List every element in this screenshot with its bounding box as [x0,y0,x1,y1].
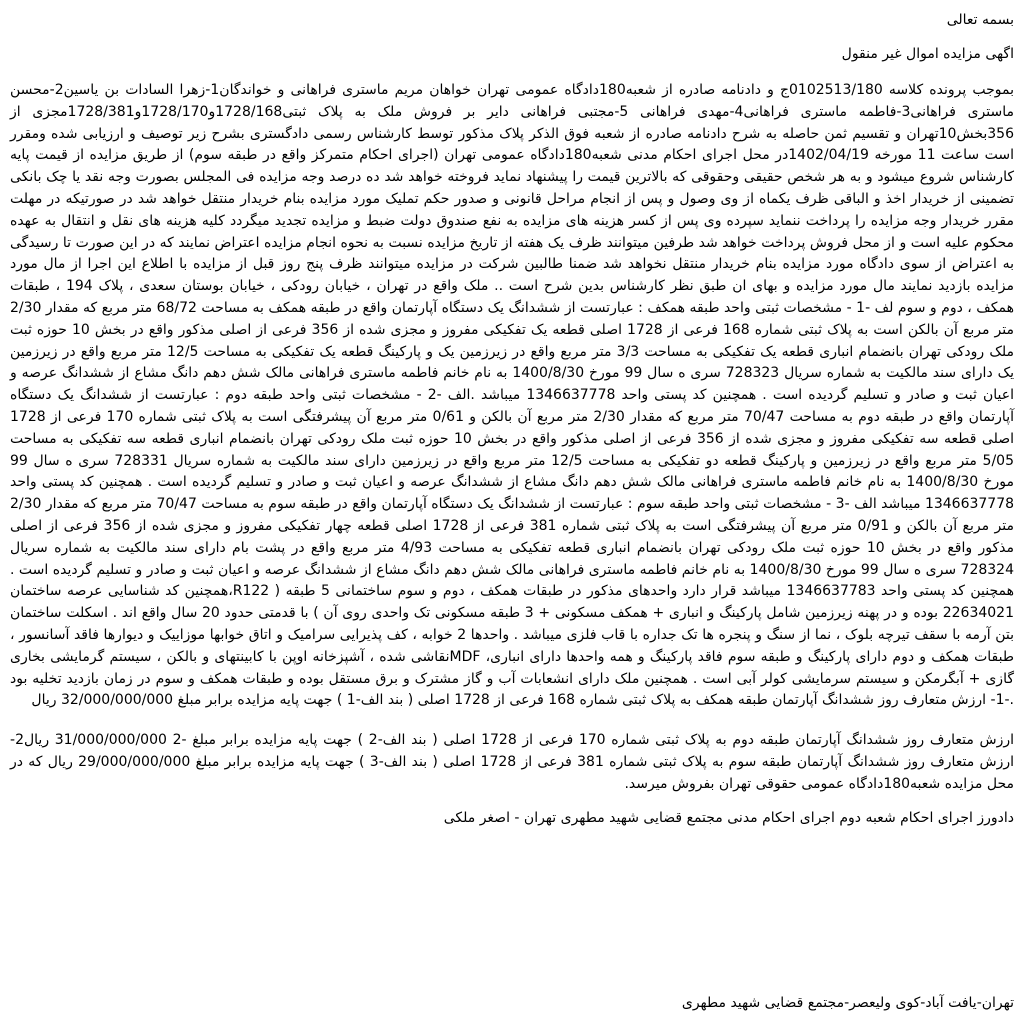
notice-title: اگهی مزایده اموال غیر منقول [841,46,1014,62]
enforcement-officer-signature: دادورز اجرای احکام شعبه دوم اجرای احکام مدنی مجتمع قضایی شهید مطهری تهران - اصغر ملکی [443,809,1014,826]
basmala-heading: بسمه تعالی [946,12,1014,28]
notice-body-paragraph-2: ارزش متعارف روز ششدانگ آپارتمان طبقه دوم به پلاک ثبتی شماره 170 فرعی از 1728 اصلی ( بند الف-2 ) جهت پایه مزایده برابر مبلغ -2 31/000/000/000 ریال2- ارزش متعارف روز ششدانگ آپارتمان طبقه سوم به پلاک ثبتی شماره 381 فرعی از 1728 اصلی ( بند الف-3 ) جهت پایه مزایده برابر مبلغ 29/000/000/000 ریال که در محل مزایده شعبه180دادگاه عمومی حقوقی تهران بفروش میرسد. [10,732,1015,792]
notice-body-paragraph-1: بموجب پرونده کلاسه 0102513/180ج و دادنامه صادره از شعبه180دادگاه عمومی تهران خواهان مریم ماستری فراهانی و خواندگان1-زهرا السادات بن یاسین2-محسن ماستری فراهانی3-فاطمه ماستری فراهانی4-مهدی فراهانی 5-مجتبی فراهانی دایر بر فروش ملک به پلاک ثبتی1728/168و1728/170و1728/381مجزی از 356بخش10تهران و تقسیم ثمن حاصله به شرح دادنامه صادره از شعبه فوق الذکر پلاک مذکور توسط کارشناس رسمی دادگستری بشرح زیر توصیف و ارزیابی شده ومقرر است ساعت 11 مورخه 1402/04/19در محل اجرای احکام مدنی شعبه180دادگاه عمومی تهران (اجرای احکام متمرکز واقع در طبقه سوم) از طریق مزایده از قیمت پایه کارشناس شروع میشود و به هر شخص حقیقی وحقوقی که بالاترین قیمت را پیشنهاد نماید فروخته خواهد شد ده درصد وجه مزایده فی المجلس بصورت وجه نقد یا چک بانکی تضمینی از خریدار اخذ و الباقی ظرف یکماه از وی وصول و پس از انجام مراحل قانونی و صدور حکم تملیک مورد مزایده بنام خریدار منتقل خواهد شد در صورتیکه در مهلت مقرر خریدار وجه مزایده را پرداخت ننماید سپرده وی پس از کسر هزینه های مزایده به نفع صندوق دولت ضبط و مزایده تجدید میگردد کلیه هزینه های نقل و انتقال به عهده محکوم علیه است و از محل فروش پرداخت خواهد شد طرفین میتوانند ظرف یک هفته از تاریخ مزایده نسبت به نحوه انجام مزایده اعتراض نمایند که در این صورت تا رسیدگی به اعتراض از سوی دادگاه مورد مزایده بنام خریدار منتقل نخواهد شد ضمنا طالبین شرکت در مزایده میتوانند ظرف پنج روز قبل از مزایده با اطلاع این اجرا از مال مورد مزایده بازدید نمایند مال مورد مزایده و بهای ان طبق نظر کارشناس بدین شرح است .. ملک واقع در تهران ، خیابان رودکی ، خیابان بوستان سعدی ، پلاک 194 ، طبقات همکف ، دوم و سوم لف -1 - مشخصات ثبتی واحد طبقه همکف : عبارتست از ششدانگ یک دستگاه آپارتمان واقع در طبقه همکف به مساحت 68/72 متر مربع که مقدار 2/30 متر مربع آن بالکن است به پلاک ثبتی شماره 168 فرعی از 1728 اصلی قطعه یک تفکیکی مفروز و مجزی شده از 356 فرعی از اصلی مذکور واقع در بخش 10 حوزه ثبت ملک رودکی تهران بانضمام انباری قطعه یک تفکیکی به مساحت 3/3 متر مربع واقع در زیرزمین یک و پارکینگ قطعه یک تفکیکی به مساحت 12/5 متر مربع واقع در زیرزمین یک دارای سند مالکیت به شماره سریال 728323 سری ه سال 99 مورخ 1400/8/30 به نام خانم فاطمه ماستری فراهانی مالک شش دهم دانگ مشاع از ششدانگ عرصه و اعیان ثبت و صادر و تسلیم گردیده است . همچنین کد پستی واحد 1346637778 میباشد .الف -2 - مشخصات ثبتی واحد طبقه دوم : عبارتست از ششدانگ یک دستگاه آپارتمان واقع در طبقه دوم به مساحت 70/47 متر مربع که مقدار 2/30 متر مربع آن بالکن و 0/61 متر مربع آن پیشرفتگی است به پلاک ثبتی شماره 170 فرعی از 1728 اصلی قطعه سه تفکیکی مفروز و مجزی شده از 356 فرعی از اصلی مذکور واقع در بخش 10 حوزه ثبت ملک رودکی تهران بانضمام انباری قطعه سه تفکیکی به مساحت 5/05 متر مربع واقع در زیرزمین و پارکینگ قطعه دو تفکیکی به مساحت 12/5 متر مربع واقع در زیرزمین دارای سند مالکیت به شماره سریال 728331 سری ه سال 99 مورخ 1400/8/30 به نام خانم فاطمه ماستری فراهانی مالک شش دهم دانگ مشاع از ششدانگ عرصه و اعیان ثبت و صادر و تسلیم گردیده است . همچنین کد پستی واحد 1346637778 میباشد الف -3 - مشخصات ثبتی واحد طبقه سوم : عبارتست از ششدانگ یک دستگاه آپارتمان واقع در طبقه سوم به مساحت 70/47 متر مربع که مقدار 2/30 متر مربع آن بالکن و 0/91 متر مربع آن پیشرفتگی است به پلاک ثبتی شماره 381 فرعی از 1728 اصلی قطعه چهار تفکیکی مفروز و مجزی شده از 356 فرعی از اصلی مذکور واقع در بخش 10 حوزه ثبت ملک رودکی تهران بانضمام انباری قطعه تفکیکی به مساحت 4/93 متر مربع واقع در پشت بام دارای سند مالکیت به شماره سریال 728324 سری ه سال 99 مورخ 1400/8/30 به نام خانم فاطمه ماستری فراهانی مالک شش دهم دانگ مشاع از ششدانگ عرصه و اعیان ثبت و صادر و تسلیم گردیده است . همچنین کد پستی واحد 1346637783 میباشد قرار دارد واحدهای مذکور در طبقات همکف ، دوم و سوم ساختمانی 5 طبقه ( R122،همچنین کد شناسایی عرصه ساختمان 22634021 بوده و در پهنه زیرزمین شامل پارکینگ و انباری + همکف مسکونی + 3 طبقه مسکونی تک واحدی روی آن ) با قدمتی حدود 20 سال واقع اند . اسکلت ساختمان بتن آرمه با سقف تیرچه بلوک ، نما از سنگ و پنجره ها تک جداره با قاب فلزی میباشد . واحدها 2 خوابه ، کف پذیرایی سرامیک و اتاق خوابها موزاییک و دیوارها فاقد آسانسور ، طبقات همکف و دوم دارای پارکینگ و طبقه سوم فاقد پارکینگ و همه واحدها دارای انباری، MDFنقاشی شده ، آشپزخانه اوپن با کابینتهای و بالکن ، سیستم گرمایشی بخاری گازی + آبگرمکن و سیستم سرمایشی کولر آبی است . همچنین ملک دارای انشعابات آب و گاز مشترک و برق مستقل بوده و طبقات همکف و سوم در زمان بازدید تخلیه بود .-1- ارزش متعارف روز ششدانگ آپارتمان طبقه همکف به پلاک ثبتی شماره 168 فرعی از 1728 اصلی ( بند الف-1 ) جهت پایه مزایده برابر مبلغ 32/000/000/000 ریال [10,82,1015,709]
footer-address: تهران-یافت آباد-کوی ولیعصر-مجتمع قضایی شهید مطهری [681,995,1014,1011]
